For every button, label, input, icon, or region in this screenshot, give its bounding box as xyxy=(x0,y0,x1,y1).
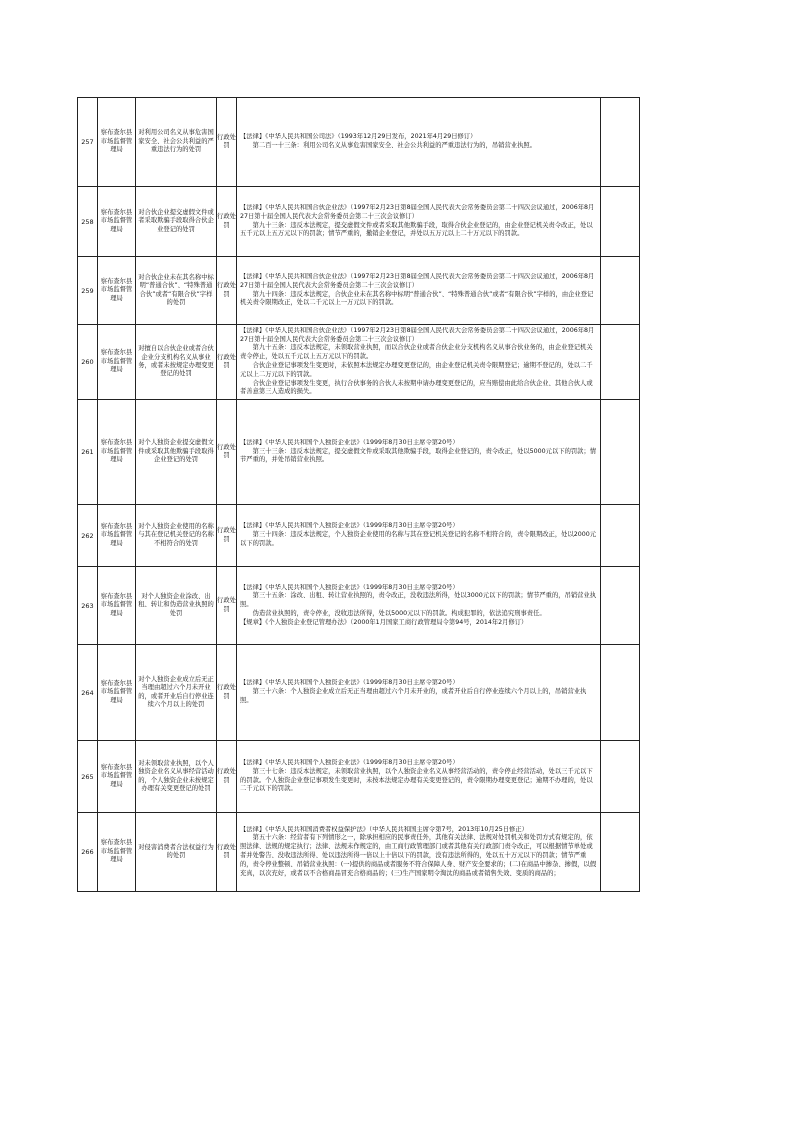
penalty-type: 行政处罚 xyxy=(217,187,237,257)
implementing-agency: 察布查尔县市场监督管理局 xyxy=(98,813,136,892)
legal-basis-paragraph: 第三十七条：违反本法规定，未领取营业执照，以个人独资企业名义从事经营活动的，责令停止经营活动，处以三千元以下的罚款。个人独资企业登记事项发生变更时，未按本法规定办理有关变更登记的，责令限期办理变更登记；逾期不办理的，处以二千元以下的罚款。 xyxy=(240,767,593,793)
legal-basis-text xyxy=(240,204,597,239)
legal-basis-paragraph: 第九十五条：违反本法规定，未领取营业执照，而以合伙企业或者合伙企业分支机构名义从事合伙业务的，由企业登记机关责令停止，处以五千元以上五万元以下的罚款。 xyxy=(240,344,593,361)
legal-basis-paragraph: 第三十三条：违反本法规定，提交虚假文件或采取其他欺骗手段，取得企业登记的，责令改正，处以5000元以下的罚款；情节严重的，并处吊销营业执照。 xyxy=(240,447,597,464)
legal-basis-paragraph: 【法律】《中华人民共和国合伙企业法》（1997年2月23日第8届全国人民代表大会常务委员会第二十四次会议通过，2006年8月27日第十届全国人民代表大会常务委员会第二十三次会议修订） xyxy=(240,326,595,343)
implementing-agency: 察布查尔县市场监督管理局 xyxy=(98,567,136,645)
legal-basis-paragraph: 第三十五条：涂改、出租、转让营业执照的，责令改正，没收违法所得，处以3000元以下的罚款；情节严重的，吊销营业执照。 xyxy=(240,592,597,609)
penalty-type: 行政处罚 xyxy=(217,325,237,400)
legal-basis-cell xyxy=(237,98,601,187)
table-row xyxy=(78,813,640,892)
legal-basis-text xyxy=(240,826,597,879)
table-row xyxy=(78,400,640,505)
legal-basis-paragraph: 【法律】《中华人民共和国公司法》（1993年12月29日发布，2021年4月29日修订） xyxy=(240,133,477,141)
legal-basis-cell xyxy=(237,187,601,257)
legal-basis-cell xyxy=(237,325,601,400)
penalty-item-name: 对利用公司名义从事危害国家安全、社会公共利益的严重违法行为的处罚 xyxy=(136,98,217,187)
implementing-agency: 察布查尔县市场监督管理局 xyxy=(98,645,136,741)
item-number: 265 xyxy=(78,741,98,813)
legal-basis-paragraph: 第三十四条：违反本法规定，个人独资企业使用的名称与其在登记机关登记的名称不相符合的，责令限期改正，处以2000元以下的罚款。 xyxy=(240,531,597,547)
legal-basis-text xyxy=(240,327,597,397)
remarks-cell xyxy=(601,187,640,257)
penalty-type: 行政处罚 xyxy=(217,257,237,325)
legal-basis-paragraph: 【法律】《中华人民共和国消费者权益保护法》（中华人民共和国主席令第7号，2013年10月25日修正） xyxy=(240,825,528,833)
penalty-item-name: 对合伙企业未在其名称中标明“普通合伙”、“特殊普通合伙”或者“有限合伙”字样的处罚 xyxy=(136,257,217,325)
table-row xyxy=(78,187,640,257)
legal-basis-text xyxy=(240,679,597,705)
remarks-cell xyxy=(601,400,640,505)
table-row xyxy=(78,98,640,187)
table-row xyxy=(78,741,640,813)
legal-basis-paragraph: 【法律】《中华人民共和国个人独资企业法》（1999年8月30日主席令第20号） xyxy=(240,438,459,446)
legal-basis-paragraph: 第九十三条：违反本法规定，提交虚假文件或者采取其他欺骗手段，取得合伙企业登记的，由企业登记机关责令改正，处以五千元以上五万元以下的罚款；情节严重的，撤销企业登记，并处以五万元以上二十万元以下的罚款。 xyxy=(240,221,593,238)
legal-basis-text xyxy=(240,522,597,548)
penalty-type: 行政处罚 xyxy=(217,505,237,567)
implementing-agency: 察布查尔县市场监督管理局 xyxy=(98,257,136,325)
legal-basis-cell xyxy=(237,741,601,813)
legal-basis-cell xyxy=(237,645,601,741)
penalty-type: 行政处罚 xyxy=(217,567,237,645)
table-row xyxy=(78,325,640,400)
item-number: 261 xyxy=(78,400,98,505)
implementing-agency: 察布查尔县市场监督管理局 xyxy=(98,187,136,257)
penalty-type: 行政处罚 xyxy=(217,98,237,187)
penalty-item-name: 对擅自以合伙企业或者合伙企业分支机构名义从事业务，或者未按规定办理变更登记的处罚 xyxy=(136,325,217,400)
implementing-agency: 察布查尔县市场监督管理局 xyxy=(98,741,136,813)
item-number: 263 xyxy=(78,567,98,645)
legal-basis-cell xyxy=(237,567,601,645)
legal-basis-cell xyxy=(237,257,601,325)
legal-basis-paragraph: 第三十六条：个人独资企业成立后无正当理由超过六个月未开业的，或者开业后自行停业连续六个月以上的，吊销营业执照。 xyxy=(240,688,587,704)
legal-basis-text xyxy=(240,439,597,465)
penalty-table xyxy=(77,97,640,892)
item-number: 260 xyxy=(78,325,98,400)
legal-basis-paragraph: 合伙企业登记事项发生变更，执行合伙事务的合伙人未按期申请办理变更登记的，应当赔偿由此给合伙企业、其他合伙人或者善意第三人造成的损失。 xyxy=(240,379,593,396)
remarks-cell xyxy=(601,813,640,892)
remarks-cell xyxy=(601,567,640,645)
implementing-agency: 察布查尔县市场监督管理局 xyxy=(98,325,136,400)
penalty-item-name: 对个人独资企业成立后无正当理由超过六个月未开业的，或者开业后自行停业连续六个月以上的处罚 xyxy=(136,645,217,741)
legal-basis-paragraph: 伪造营业执照的，责令停业，没收违法所得，处以5000元以下的罚款。构成犯罪的，依法追究刑事责任。 xyxy=(252,609,546,617)
item-number: 264 xyxy=(78,645,98,741)
remarks-cell xyxy=(601,325,640,400)
legal-basis-paragraph: 【法律】《中华人民共和国个人独资企业法》（1999年8月30日主席令第20号） xyxy=(240,522,459,530)
remarks-cell xyxy=(601,257,640,325)
legal-basis-paragraph: 【法律】《中华人民共和国合伙企业法》（1997年2月23日第8届全国人民代表大会常务委员会第二十四次会议通过，2006年8月27日第十届全国人民代表大会常务委员会第二十三次会议修订） xyxy=(240,272,595,289)
penalty-type: 行政处罚 xyxy=(217,645,237,741)
legal-basis-cell xyxy=(237,505,601,567)
table-row xyxy=(78,257,640,325)
penalty-item-name: 对个人独资企业涂改、出租、转让和伪造营业执照的处罚 xyxy=(136,567,217,645)
penalty-table-body xyxy=(78,98,640,892)
legal-basis-cell xyxy=(237,400,601,505)
legal-basis-text xyxy=(240,133,597,151)
legal-basis-paragraph: 【法律】《中华人民共和国个人独资企业法》（1999年8月30日主席令第20号） xyxy=(240,583,459,591)
penalty-item-name: 对合伙企业提交虚假文件或者采取欺骗手段取得合伙企业登记的处罚 xyxy=(136,187,217,257)
legal-basis-text xyxy=(240,759,597,794)
legal-basis-paragraph: 合伙企业登记事项发生变更时，未依照本法规定办理变更登记的，由企业登记机关责令限期登记；逾期不登记的，处以二千元以上二万元以下的罚款。 xyxy=(240,362,593,378)
item-number: 266 xyxy=(78,813,98,892)
penalty-item-name: 对个人独资企业提交虚假文件或采取其他欺骗手段取得企业登记的处罚 xyxy=(136,400,217,505)
remarks-cell xyxy=(601,741,640,813)
table-row xyxy=(78,645,640,741)
legal-basis-paragraph: 【规章】《个人独资企业登记管理办法》（2000年1月国家工商行政管理局令第94号，2014年2月修订） xyxy=(240,618,528,626)
legal-basis-paragraph: 第二百一十三条：利用公司名义从事危害国家安全、社会公共利益的严重违法行为的，吊销营业执照。 xyxy=(252,142,536,149)
legal-basis-text xyxy=(240,273,597,308)
legal-basis-text xyxy=(240,584,597,628)
penalty-item-name: 对未领取营业执照，以个人独资企业名义从事经营活动的，个人独资企业未按规定办理有关变更登记的处罚 xyxy=(136,741,217,813)
penalty-type: 行政处罚 xyxy=(217,813,237,892)
legal-basis-paragraph: 【法律】《中华人民共和国合伙企业法》（1997年2月23日第8届全国人民代表大会常务委员会第二十四次会议通过，2006年8月27日第十届全国人民代表大会常务委员会第二十三次会议修订） xyxy=(240,203,595,220)
penalty-type: 行政处罚 xyxy=(217,741,237,813)
legal-basis-paragraph: 第九十四条：违反本法规定，合伙企业未在其名称中标明“普通合伙”、“特殊普通合伙”或者“有限合伙”字样的，由企业登记机关责令限期改正，处以二千元以上一万元以下的罚款。 xyxy=(240,290,594,307)
table-row xyxy=(78,505,640,567)
table-row xyxy=(78,567,640,645)
legal-basis-paragraph: 【法律】《中华人民共和国个人独资企业法》（1999年8月30日主席令第20号） xyxy=(240,758,459,766)
penalty-type: 行政处罚 xyxy=(217,400,237,505)
penalty-item-name: 对个人独资企业使用的名称与其在登记机关登记的名称不相符合的处罚 xyxy=(136,505,217,567)
implementing-agency: 察布查尔县市场监督管理局 xyxy=(98,505,136,567)
remarks-cell xyxy=(601,98,640,187)
remarks-cell xyxy=(601,505,640,567)
penalty-item-name: 对侵害消费者合法权益行为的处罚 xyxy=(136,813,217,892)
legal-basis-paragraph: 第五十六条：经营者有下列情形之一，除承担相应的民事责任外，其他有关法律、法规对处罚机关和处罚方式有规定的，依照法律、法规的规定执行；法律、法规未作规定的，由工商行政管理部门或者其他有关行政部门责令改正，可以根据情节单处或者并处警告、没收违法所得、处以违法所得一倍以上十倍以下的罚款，没有违法所得的，处以五十万元以下的罚款；情节严重的，责令停业整顿、吊销营业执照：(一)提供的商品或者服务不符合保障人身、财产安全要求的；(二)在商品中掺杂、掺假，以假充真，以次充好，或者以不合格商品冒充合格商品的；(三)生产国家明令淘汰的商品或者销售失效、变质的商品的； xyxy=(240,834,597,877)
item-number: 262 xyxy=(78,505,98,567)
item-number: 259 xyxy=(78,257,98,325)
implementing-agency: 察布查尔县市场监督管理局 xyxy=(98,400,136,505)
item-number: 257 xyxy=(78,98,98,187)
item-number: 258 xyxy=(78,187,98,257)
legal-basis-cell xyxy=(237,813,601,892)
legal-basis-paragraph: 【法律】《中华人民共和国个人独资企业法》（1999年8月30日主席令第20号） xyxy=(240,679,459,687)
remarks-cell xyxy=(601,645,640,741)
implementing-agency: 察布查尔县市场监督管理局 xyxy=(98,98,136,187)
